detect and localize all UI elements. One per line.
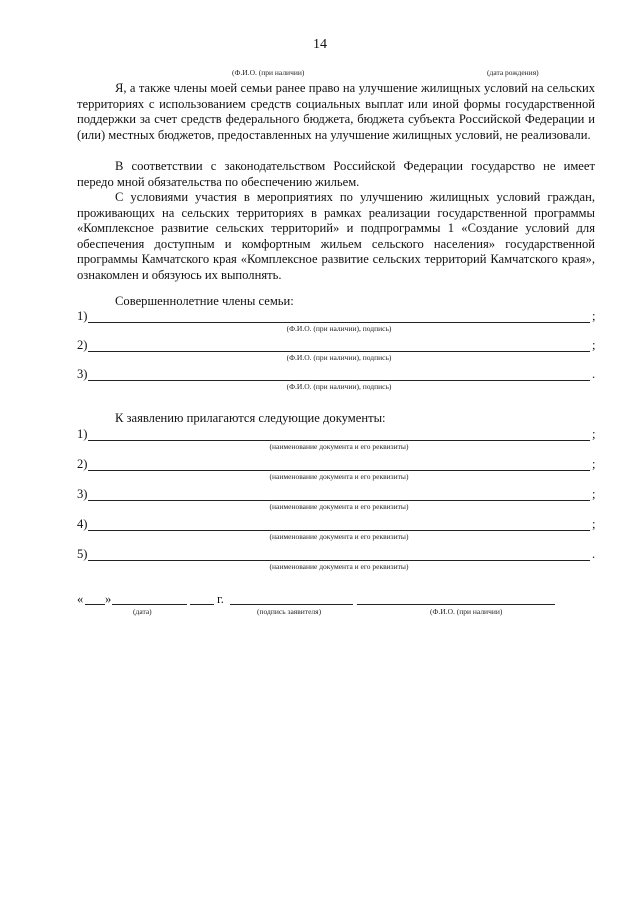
field-caption: (наименование документа и его реквизиты) <box>269 442 409 451</box>
row-number: 1) <box>77 427 88 441</box>
row-number: 5) <box>77 547 88 561</box>
date-caption: (дата) <box>133 607 152 616</box>
documents-section-heading: К заявлению прилагаются следующие документы: <box>115 411 386 425</box>
row-end-punctuation: . <box>592 367 596 381</box>
field-caption: (наименование документа и его реквизиты) <box>269 532 409 541</box>
row-end-punctuation: ; <box>592 487 596 501</box>
family-member-field[interactable] <box>88 351 590 352</box>
field-caption: (Ф.И.О. (при наличии), подпись) <box>286 353 392 362</box>
field-caption: (наименование документа и его реквизиты) <box>269 502 409 511</box>
month-field[interactable] <box>112 604 187 605</box>
applicant-signature-field[interactable] <box>230 604 353 605</box>
close-quote: » <box>105 592 112 606</box>
row-number: 3) <box>77 367 88 381</box>
row-number: 4) <box>77 517 88 531</box>
family-member-field[interactable] <box>88 322 590 323</box>
row-end-punctuation: ; <box>592 309 596 323</box>
row-end-punctuation: ; <box>592 338 596 352</box>
year-suffix: г. <box>217 592 224 606</box>
row-end-punctuation: ; <box>592 457 596 471</box>
paragraph-prior-support: Я, а также члены моей семьи ранее право на улучшение жилищных условий на сельских территориях с использованием средств социальных выплат или иной формы государственной поддержки за счет средств федерального бюджета, бюджета субъекта Российской Федерации и (или) местных бюджетов, предоставленных на улучшение жилищных условий, не реализовали. <box>77 81 595 142</box>
year-field[interactable] <box>190 604 214 605</box>
fio-caption: (Ф.И.О. (при наличии) <box>232 68 305 77</box>
applicant-fio-field[interactable] <box>357 604 555 605</box>
field-caption: (Ф.И.О. (при наличии), подпись) <box>286 382 392 391</box>
field-caption: (наименование документа и его реквизиты) <box>269 562 409 571</box>
family-section-heading: Совершеннолетние члены семьи: <box>115 294 294 308</box>
document-field[interactable] <box>88 500 590 501</box>
field-caption: (Ф.И.О. (при наличии), подпись) <box>286 324 392 333</box>
day-field[interactable] <box>85 604 105 605</box>
document-field[interactable] <box>88 440 590 441</box>
row-number: 2) <box>77 457 88 471</box>
document-field[interactable] <box>88 470 590 471</box>
document-field[interactable] <box>88 560 590 561</box>
row-end-punctuation: ; <box>592 427 596 441</box>
page-number: 14 <box>313 37 327 52</box>
row-number: 3) <box>77 487 88 501</box>
paragraph-program-conditions: С условиями участия в мероприятиях по улучшению жилищных условий граждан, проживающих на сельских территориях в рамках реализации государственной программы «Комплексное развитие сельских территорий» и подпрограммы 1 «Создание условий для обеспечения доступным и комфортным жильем сельского населения» государственной программы Камчатского края «Комплексное развитие сельских территорий Камчатского края», ознакомлен и обязуюсь их выполнять. <box>77 190 595 282</box>
applicant-fio-caption: (Ф.И.О. (при наличии) <box>430 607 503 616</box>
row-number: 2) <box>77 338 88 352</box>
field-caption: (наименование документа и его реквизиты) <box>269 472 409 481</box>
row-number: 1) <box>77 309 88 323</box>
signature-caption: (подпись заявителя) <box>257 607 322 616</box>
row-end-punctuation: . <box>592 547 596 561</box>
birth-date-caption: (дата рождения) <box>487 68 539 77</box>
paragraph-state-obligation: В соответствии с законодательством Российской Федерации государство не имеет передо мной обязательства по обеспечению жильем. <box>77 159 595 189</box>
document-field[interactable] <box>88 530 590 531</box>
open-quote: « <box>77 592 84 606</box>
family-member-field[interactable] <box>88 380 590 381</box>
row-end-punctuation: ; <box>592 517 596 531</box>
